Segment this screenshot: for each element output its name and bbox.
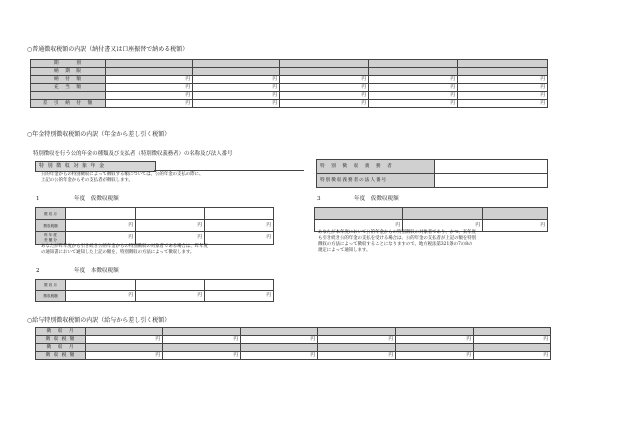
due-date-label: 納 期 限 bbox=[31, 68, 106, 76]
obligor-value bbox=[435, 160, 548, 174]
block3-number: 3 bbox=[317, 196, 321, 202]
block1-number: 1 bbox=[36, 196, 40, 202]
obligor-label: 特 別 徴 収 義 務 者 bbox=[317, 160, 435, 174]
table-row bbox=[31, 68, 548, 76]
note1: 公的年金からの特別徴収によって徴収する額については、公的年金の支払の際に、 上記の公的年金からその支払者が徴収します。 bbox=[41, 172, 204, 183]
pension-target-value bbox=[154, 161, 304, 171]
table-row: 充 当 額 円 円 円 円 円 bbox=[31, 84, 548, 92]
salary-month-label-1: 徴 収 月 bbox=[36, 328, 86, 336]
payment-amount-label: 納 付 額 bbox=[31, 76, 106, 84]
block2-table: 徴 収 月 徴収税額 円 円 円 bbox=[35, 279, 274, 302]
obligor-number-value bbox=[435, 174, 548, 188]
pension-target-box: 特 別 徴 収 対 象 年 金 bbox=[35, 161, 156, 172]
section2-heading: ○年金特別徴収税額の内訳（年金から差し引く税額） bbox=[27, 131, 171, 138]
block2-title: 年度 本徴収税額 bbox=[74, 268, 119, 274]
net-payment-label: 差 引 納 付 額 bbox=[31, 100, 106, 108]
obligor-table bbox=[316, 159, 548, 188]
block1-table: 徴 収 月 徴収税額 円 円 円 昨 年 度 差 額 分 円 円 円 bbox=[35, 207, 274, 245]
period-label: 期 別 bbox=[31, 60, 106, 68]
section3-heading: ○給与特別徴収税額の内訳（給与から差し引く税額） bbox=[27, 317, 171, 324]
appropriation-label: 充 当 額 bbox=[31, 84, 106, 92]
block1-prev-label: 昨 年 度 差 額 分 bbox=[36, 232, 66, 245]
salary-amount-label-2: 徴 収 税 額 bbox=[36, 352, 86, 360]
note3: あなたが本年度において公的年金からの特別徴収の対象者であり、かつ、来年度 も引き続き公的年金の支払を受ける場合は、公的年金の支払者が上記の額を特別 徴収の方法によって徴収することになりますので、地方税法第321条の7の8の 規定によって通知します。 bbox=[318, 230, 477, 253]
block1-title: 年度 仮徴収税額 bbox=[74, 196, 119, 202]
block3-table: 円 円 円 bbox=[314, 207, 548, 232]
section1-heading: ○普通徴収税額の内訳（納付書又は口座振替で納める税額） bbox=[27, 46, 189, 53]
pension-title: 特別徴収を行う公的年金の種類及び支払者（特別徴収義務者）の名称及び法人番号 bbox=[33, 151, 233, 157]
block1-amount-label: 徴収税額 bbox=[36, 220, 66, 232]
salary-amount-label-1: 徴 収 税 額 bbox=[36, 336, 86, 344]
block2-number: 2 bbox=[36, 268, 40, 274]
obligor-number-label: 特別徴収義務者の法人番号 bbox=[317, 174, 435, 188]
note2: あなたが昨年度から引き続き公的年金からの特別徴収の対象者である場合は、昨年度 の通知書において通知した上記の額を、特別徴収の方法によって徴収します。 bbox=[41, 244, 208, 255]
table-row: 円 円 円 円 円 bbox=[31, 92, 548, 100]
salary-tax-table: 徴 収 月 徴 収 税 額 円 円 円 円 円 円 徴 収 月 徴 収 税 額 円 円 円 円 円 円 bbox=[35, 327, 551, 360]
block2-amount-label: 徴収税額 bbox=[36, 291, 66, 302]
table-row: 差 引 納 付 額 円 円 円 円 円 bbox=[31, 100, 548, 108]
salary-month-label-2: 徴 収 月 bbox=[36, 344, 86, 352]
block3-title: 年度 仮徴収税額 bbox=[354, 196, 399, 202]
block2-month-label: 徴 収 月 bbox=[36, 280, 66, 291]
table-row bbox=[31, 60, 548, 68]
block1-month-label: 徴 収 月 bbox=[36, 208, 66, 220]
ordinary-tax-table bbox=[30, 59, 548, 108]
table-row: 納 付 額 円 円 円 円 円 bbox=[31, 76, 548, 84]
